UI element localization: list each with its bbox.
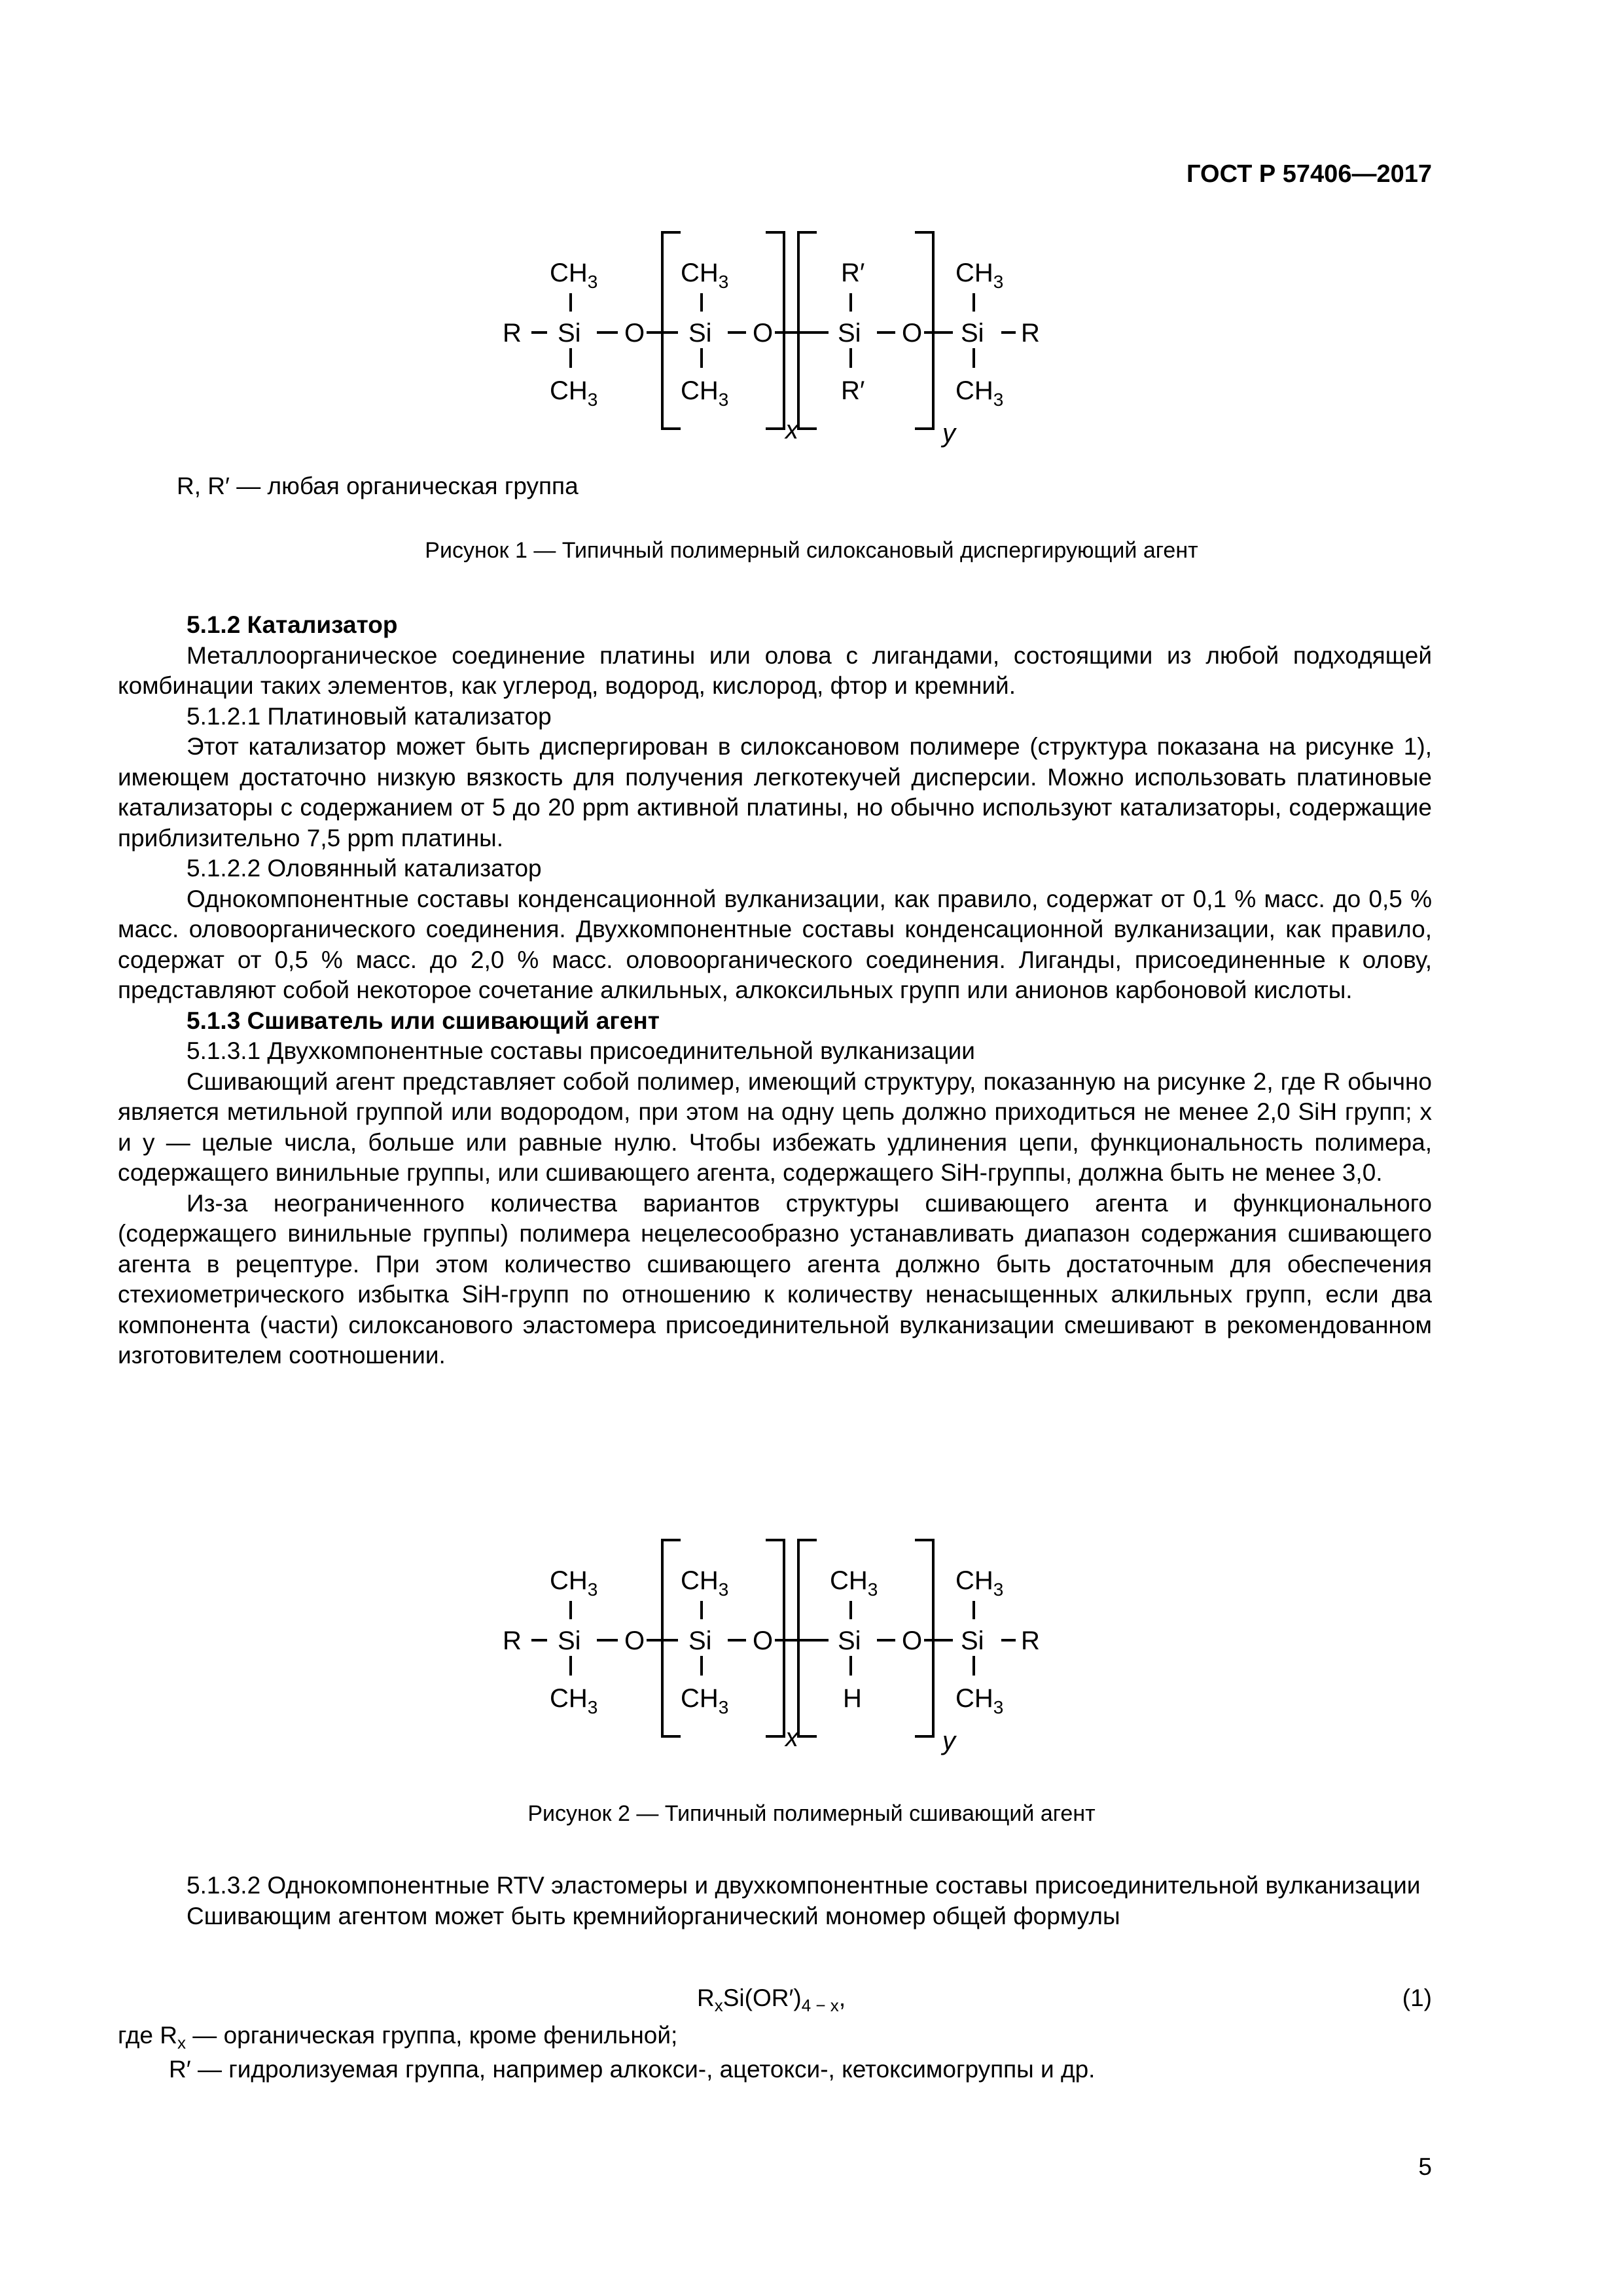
heading-5-1-3-1: 5.1.3.1 Двухкомпонентные составы присоединительной вулканизации <box>187 1037 975 1064</box>
heading-5-1-2-1: 5.1.2.1 Платиновый катализатор <box>187 702 552 730</box>
formula-explanation <box>118 2018 1095 2087</box>
heading-5-1-3-2: 5.1.3.2 Однокомпонентные RTV эластомеры и двухкомпонентные составы присоединительной вулканизации <box>187 1872 1421 1899</box>
f1-ch3-bot-1: $CH_3$ <box>550 376 598 410</box>
f2-si-1: Si <box>558 1626 581 1655</box>
figure-2-structure <box>484 1530 1073 1769</box>
f1-o-1: O <box>624 319 645 348</box>
f1-si-4: Si <box>961 319 984 348</box>
f2-ch3-top-3: $CH_3$ <box>830 1566 878 1600</box>
f2-r-right: R <box>1021 1626 1040 1655</box>
f1-rp-bottom: R′ <box>841 376 865 405</box>
f1-r-left: R <box>503 319 522 348</box>
f1-o-2: O <box>753 319 774 348</box>
f1-ch3-top-2: $CH_3$ <box>681 259 729 292</box>
f2-ch3-top-2: $CH_3$ <box>681 1566 729 1600</box>
f2-subscript-x: x <box>785 1723 798 1752</box>
para-crosslinker: Сшивающий агент представляет собой полимер, имеющий структуру, показанную на рисунке 2, где R обычно является метильной группой или водородом, при этом на одну цепь должно приходиться не менее 2,0 SiH групп; x и y — целые числа, больше или равные нулю. Чтобы избежать удлинения цепи, функциональность полимера, содержащего винильные группы, или сшивающего агента, содержащего SiH-группы, должна быть не менее 3,0. <box>118 1067 1432 1186</box>
para-monomer: Сшивающим агентом может быть кремнийорганический мономер общей формулы <box>187 1902 1120 1929</box>
equation-number: (1) <box>1402 1984 1432 2011</box>
standard-designation: ГОСТ Р 57406—2017 <box>1186 160 1432 188</box>
f1-rp-top: R′ <box>841 259 865 287</box>
f2-h-bottom: H <box>843 1684 862 1713</box>
f2-ch3-bot-4: $CH_3$ <box>955 1684 1004 1717</box>
para-platinum: Этот катализатор может быть диспергирован в силоксановом полимере (структура показана на рисунке 1), имеющем достаточно низкую вязкость для получения легкотекучей дисперсии. Можно использовать платиновые катализаторы с содержанием от 5 до 20 ppm активной платины, но обычно используют катализаторы, содержащие приблизительно 7,5 ppm платины. <box>118 733 1432 852</box>
f2-ch3-top-1: $CH_3$ <box>550 1566 598 1600</box>
f1-ch3-top-4: $CH_3$ <box>955 259 1004 292</box>
where-rx: где $R_x$ — органическая группа, кроме фенильной; <box>118 2022 678 2053</box>
heading-5-1-3: 5.1.3 Сшиватель или сшивающий агент <box>187 1007 660 1034</box>
para-stoichiometry: Из-за неограниченного количества вариантов структуры сшивающего агента и функционального (содержащего винильные группы) полимера нецелесообразно устанавливать диапазон содержания сшивающего агента в рецептуре. При этом количество сшивающего агента должно быть достаточным для обеспечения стехиометрического избытка SiH-групп по отношению к количеству ненасыщенных алкильных групп, если два компонента (части) силоксанового эластомера присоединительной вулканизации смешивают в рекомендованном изготовителем соотношении. <box>118 1189 1432 1369</box>
figure-1-legend: R, R′ — любая органическая группа <box>177 473 579 499</box>
f2-ch3-bot-2: $CH_3$ <box>681 1684 729 1717</box>
f1-subscript-y: y <box>942 419 955 448</box>
body-section-5-1-3-2 <box>118 1871 1432 1931</box>
f2-subscript-y: y <box>942 1727 955 1755</box>
f1-subscript-x: x <box>785 416 798 444</box>
f2-si-3: Si <box>838 1626 861 1655</box>
f2-o-2: O <box>753 1626 774 1655</box>
page-number: 5 <box>1418 2153 1432 2180</box>
formula-1: $R_xSi(OR')_{4 - x}$, <box>697 1984 846 2015</box>
f1-si-1: Si <box>558 319 581 348</box>
f1-ch3-top-1: $CH_3$ <box>550 259 598 292</box>
para-catalyst: Металлоорганическое соединение платины или олова с лигандами, состоящими из любой подходящей комбинации таких элементов, как углерод, водород, кислород, фтор и кремний. <box>118 641 1432 699</box>
f2-si-2: Si <box>688 1626 712 1655</box>
f1-r-right: R <box>1021 319 1040 348</box>
f1-si-2: Si <box>688 319 712 348</box>
f2-si-4: Si <box>961 1626 984 1655</box>
f2-o-1: O <box>624 1626 645 1655</box>
f1-o-3: O <box>902 319 923 348</box>
body-section-5-1-2 <box>118 610 1432 1371</box>
f2-r-left: R <box>503 1626 522 1655</box>
heading-5-1-2-2: 5.1.2.2 Оловянный катализатор <box>187 855 542 882</box>
f1-si-3: Si <box>838 319 861 348</box>
f1-ch3-bot-2: $CH_3$ <box>681 376 729 410</box>
heading-5-1-2: 5.1.2 Катализатор <box>187 611 398 638</box>
figure-1-structure <box>484 223 1073 461</box>
f2-ch3-bot-1: $CH_3$ <box>550 1684 598 1717</box>
f2-bonds <box>531 1540 1016 1736</box>
f2-ch3-top-4: $CH_3$ <box>955 1566 1004 1600</box>
figure-1-caption: Рисунок 1 — Типичный полимерный силоксановый диспергирующий агент <box>425 538 1198 563</box>
para-tin: Однокомпонентные составы конденсационной вулканизации, как правило, содержат от 0,1 % масс. до 0,5 % масс. оловоорганического соединения. Двухкомпонентные составы конденсационной вулканизации, как правило, содержат от 0,5 % масс. до 2,0 % масс. оловоорганического соединения. Лиганды, присоединенные к олову, представляют собой некоторое сочетание алкильных, алкоксильных групп или анионов карбоновой кислоты. <box>118 885 1432 1003</box>
f1-ch3-bot-4: $CH_3$ <box>955 376 1004 410</box>
figure-2-caption: Рисунок 2 — Типичный полимерный сшивающий агент <box>527 1801 1096 1826</box>
f2-o-3: O <box>902 1626 923 1655</box>
f1-bonds <box>531 232 1016 429</box>
where-rprime: R′ — гидролизуемая группа, например алкокси-, ацетокси-, кетоксимогруппы и др. <box>169 2056 1096 2083</box>
